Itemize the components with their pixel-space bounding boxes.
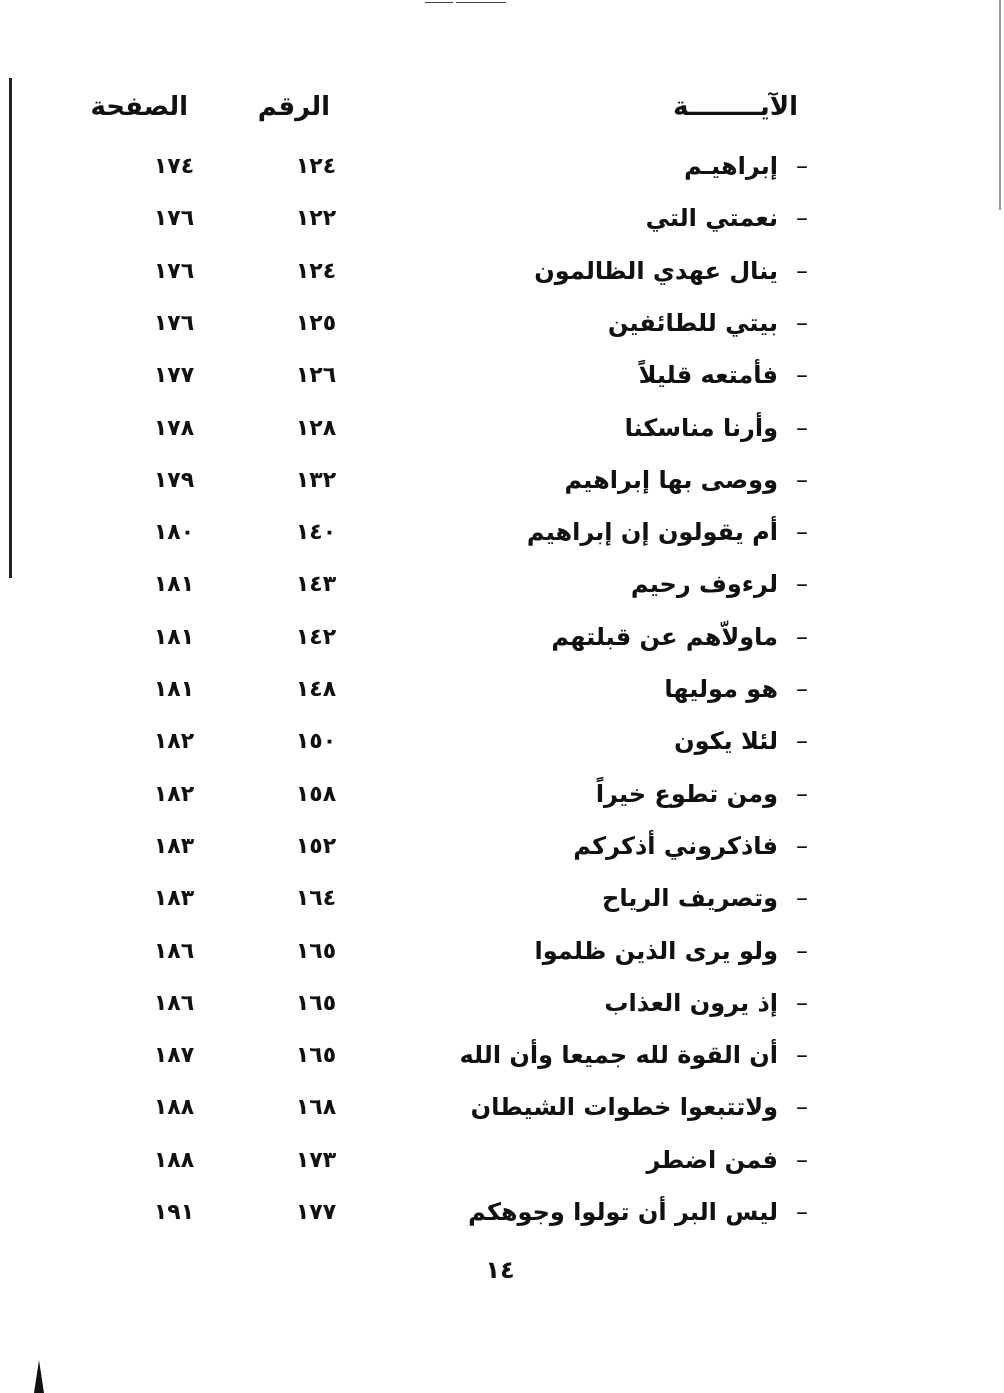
verse-cell [596,780,808,808]
verse-cell [684,152,808,180]
verse-number-cell: ١٢٦ [295,363,337,389]
page-number-cell: ١٨٢ [153,781,195,807]
verse-text: لرءوف رحيم [630,570,778,599]
page-number-cell: ١٨٦ [153,938,195,964]
table-row [0,727,1004,779]
verse-number-cell: ١٦٤ [295,886,337,912]
table-row [0,257,1004,309]
verse-cell [608,309,808,337]
row-dash: – [796,936,808,965]
verse-cell [647,1146,808,1174]
verse-cell [459,1041,808,1069]
page-number-cell: ١٨١ [153,572,195,598]
verse-cell [564,466,808,494]
corner-mark [34,1360,44,1393]
verse-number-cell: ١٢٨ [295,415,337,441]
verse-text: فمن اضطر [646,1145,778,1174]
table-row [0,1041,1004,1093]
verse-text: أم يقولون إن إبراهيم [526,518,778,547]
verse-text: هو موليها [664,675,778,703]
verse-cell [471,1093,808,1121]
table-row [0,675,1004,727]
verse-cell [602,884,808,912]
verse-cell [639,361,808,389]
verse-number-cell: ١٣٢ [295,467,337,493]
row-dash: – [796,1093,808,1122]
row-dash: – [796,884,808,913]
verse-text: ولاتتبعوا خطوات الشيطان [470,1093,778,1122]
table-row [0,309,1004,361]
table-row [0,414,1004,466]
verse-cell [551,623,808,651]
header-page: الصفحة [90,92,188,122]
verse-text: ماولاّهم عن قبلتهم [551,622,778,651]
table-row [0,1093,1004,1145]
row-dash: – [796,518,808,547]
row-dash: – [796,204,808,233]
table-row [0,937,1004,989]
verse-text: ووصى بها إبراهيم [564,465,778,494]
verse-number-cell: ١٢٤ [295,258,337,284]
table-row [0,518,1004,570]
verse-number-cell: ١٥٠ [295,729,337,755]
page-number-cell: ١٨٧ [153,1043,195,1069]
verse-text: وتصريف الرياح [602,884,778,913]
page-number-cell: ١٧٤ [153,154,195,179]
page-number-cell: ١٧٦ [153,206,195,232]
page-number-cell: ١٨١ [153,624,195,650]
table-row [0,152,1004,204]
row-dash: – [796,622,808,651]
verse-text: إذ يرون العذاب [604,988,778,1017]
verse-cell [527,518,808,546]
verse-number-cell: ١٧٧ [295,1200,337,1225]
verse-text: بيتي للطائفين [607,308,778,337]
verse-cell [468,1198,808,1226]
row-dash: – [796,675,808,703]
verse-text: وأرنا مناسكنا [624,413,778,442]
page-number: ١٤ [485,1256,515,1284]
table-row [0,884,1004,936]
verse-number-cell: ١٦٥ [295,990,337,1016]
verse-text: فاذكروني أذكركم [573,831,778,860]
verse-cell [573,832,808,860]
verse-cell [664,675,808,703]
row-dash: – [796,256,808,285]
verse-text: ولو يرى الذين ظلموا [534,936,778,965]
table-row [0,780,1004,832]
table-row [0,361,1004,413]
verse-text: إبراهيـم [684,152,778,180]
page-number-cell: ١٨٨ [153,1147,195,1173]
row-dash: – [796,779,808,808]
verse-number-cell: ١٢٥ [295,310,337,336]
verse-text: ومن تطوع خيراً [595,779,778,808]
page-number-cell: ١٧٦ [153,310,195,336]
verse-number-cell: ١٦٥ [295,938,337,964]
verse-text: ينال عهدي الظالمون [534,256,778,285]
row-dash: – [796,988,808,1017]
row-dash: – [796,831,808,860]
verse-cell [534,257,808,285]
verse-cell [631,570,808,598]
verse-cell [646,204,808,232]
verse-number-cell: ١٤٣ [295,572,337,598]
verse-number-cell: ١٧٣ [295,1147,337,1173]
table-row [0,832,1004,884]
table-row [0,570,1004,622]
header-verse: الآيــــــــة [673,92,798,122]
header-number: الرقم [257,92,330,122]
verse-cell [604,989,808,1017]
verse-text: لئلا يكون [674,727,778,756]
page-number-cell: ١٧٨ [153,415,195,441]
top-rule-left [425,2,453,3]
row-dash: – [796,361,808,390]
verse-number-cell: ١٥٢ [295,833,337,859]
verse-text: أن القوة لله جميعا وأن الله [459,1041,778,1070]
row-dash: – [796,413,808,442]
page-number-cell: ١٨٠ [153,520,195,546]
verse-number-cell: ١٢٢ [295,206,337,232]
page-number-cell: ١٩١ [153,1200,195,1225]
table-row [0,1146,1004,1198]
row-dash: – [796,570,808,599]
table-row [0,989,1004,1041]
verse-number-cell: ١٤٨ [295,677,337,702]
verse-text: ليس البر أن تولوا وجوهكم [468,1198,778,1226]
verse-number-cell: ١٦٥ [295,1043,337,1069]
page-number-cell: ١٨٦ [153,990,195,1016]
page-number-cell: ١٧٦ [153,258,195,284]
verse-cell [625,414,808,442]
top-rule-right [456,2,506,3]
row-dash: – [796,727,808,756]
verse-cell [674,727,808,755]
table-row [0,623,1004,675]
page-number-cell: ١٨٨ [153,1095,195,1121]
table-row [0,1198,1004,1250]
page-number-cell: ١٧٩ [153,467,195,493]
row-dash: – [796,1198,808,1226]
table-row [0,204,1004,256]
page-number-cell: ١٨٢ [153,729,195,755]
table-row [0,466,1004,518]
verse-number-cell: ١٦٨ [295,1095,337,1121]
row-dash: – [796,1145,808,1174]
page-number-cell: ١٨١ [153,677,195,702]
verse-number-cell: ١٥٨ [295,781,337,807]
page-number-cell: ١٧٧ [153,363,195,389]
verse-number-cell: ١٤٢ [295,624,337,650]
verse-text: فأمتعه قليلاً [638,361,778,390]
row-dash: – [796,1041,808,1070]
verse-text: نعمتي التي [645,204,778,233]
page-number-cell: ١٨٣ [153,833,195,859]
page-number-cell: ١٨٣ [153,886,195,912]
verse-number-cell: ١٢٤ [295,154,337,179]
row-dash: – [796,465,808,494]
verse-number-cell: ١٤٠ [295,520,337,546]
row-dash: – [796,152,808,180]
verse-cell [535,937,808,965]
row-dash: – [796,308,808,337]
